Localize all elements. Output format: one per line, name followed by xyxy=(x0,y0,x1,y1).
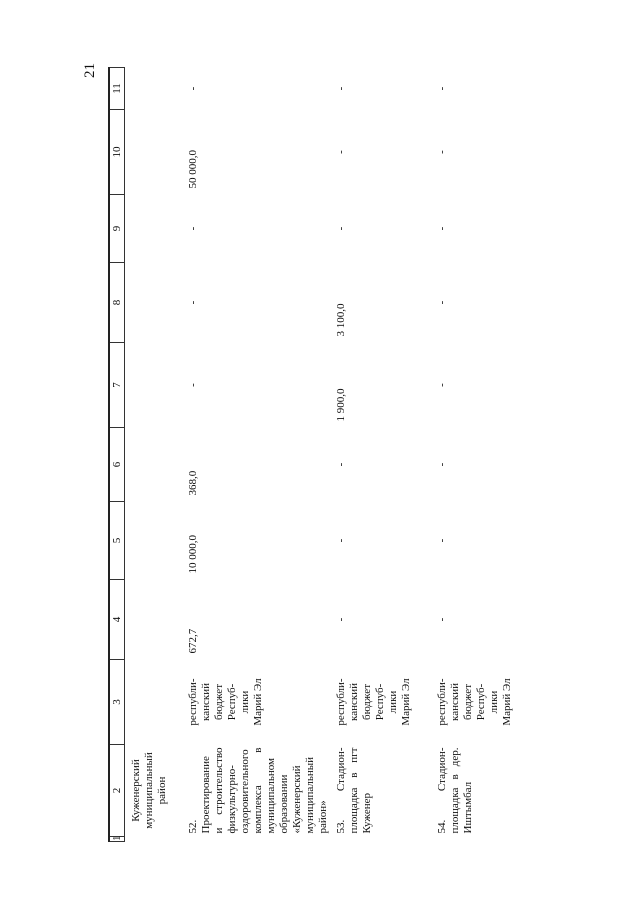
cell-c5: - xyxy=(436,538,448,543)
cell-c9: - xyxy=(187,226,199,231)
project-name: 54. Стадион-площадка в дер. Иштымбал xyxy=(436,747,474,834)
col-header-3: 3 xyxy=(109,660,125,745)
cell-c6: - xyxy=(335,462,347,467)
cell-c10: 50 000,0 xyxy=(187,150,199,189)
col-header-5: 5 xyxy=(109,502,125,580)
cell-c4: - xyxy=(335,617,347,622)
cell-c4: - xyxy=(436,617,448,622)
col-header-1: 1 xyxy=(111,835,123,841)
cell-c4: 672,7 xyxy=(187,628,199,654)
cell-c1 xyxy=(182,837,330,842)
col-header-7: 7 xyxy=(109,343,125,428)
cell-c11: - xyxy=(436,86,448,91)
table-row xyxy=(431,68,536,842)
col-header-9: 9 xyxy=(109,195,125,263)
cell-c8: - xyxy=(436,300,448,305)
cell-c8: 3 100,0 xyxy=(335,303,347,337)
col-header-2: 2 xyxy=(109,745,125,837)
col-header-6: 6 xyxy=(109,428,125,502)
rotated-page-content xyxy=(108,68,528,842)
col-header-8: 8 xyxy=(109,263,125,343)
cell-c1 xyxy=(330,837,431,842)
cell-c5: - xyxy=(335,538,347,543)
table-header-row xyxy=(109,68,125,842)
cell-c7: 1 900,0 xyxy=(335,388,347,422)
budget-table xyxy=(108,67,536,842)
col-header-11: 11 xyxy=(109,68,125,110)
funding-source: республи- канский бюджет Респуб- лики Марий Эл xyxy=(335,678,412,726)
funding-source: республи- канский бюджет Респуб- лики Марий Эл xyxy=(436,678,513,726)
cell-c7: - xyxy=(436,383,448,387)
col-header-4: 4 xyxy=(109,580,125,660)
funding-source: республи- канский бюджет Респуб- лики Марий Эл xyxy=(187,678,264,726)
region-row xyxy=(125,68,183,842)
cell-c9: - xyxy=(335,226,347,231)
cell-c9: - xyxy=(436,226,448,231)
table-row xyxy=(182,68,330,842)
cell-c7: - xyxy=(187,383,199,387)
cell-c11: - xyxy=(187,86,199,91)
col-header-10: 10 xyxy=(109,110,125,195)
table-row xyxy=(330,68,431,842)
cell-c10: - xyxy=(335,150,347,154)
cell-c10: - xyxy=(436,150,448,154)
cell-c6: 368,0 xyxy=(187,470,199,496)
cell-c6: - xyxy=(436,462,448,467)
cell-c1 xyxy=(431,837,536,842)
cell-c11: - xyxy=(335,86,347,91)
project-name: 53. Стадион-площадка в пгт Куженер xyxy=(335,747,373,834)
region-name: Куженерский муниципальный район xyxy=(130,752,168,829)
cell-c5: 10 000,0 xyxy=(187,535,199,574)
page-number: 21 xyxy=(82,63,98,78)
cell-c8: - xyxy=(187,300,199,305)
project-name: 52. Проектирование и строительство физкультурно-оздоровительного комплекса в муниципальном образовании «Куженерский муниципальный район» xyxy=(187,747,329,834)
